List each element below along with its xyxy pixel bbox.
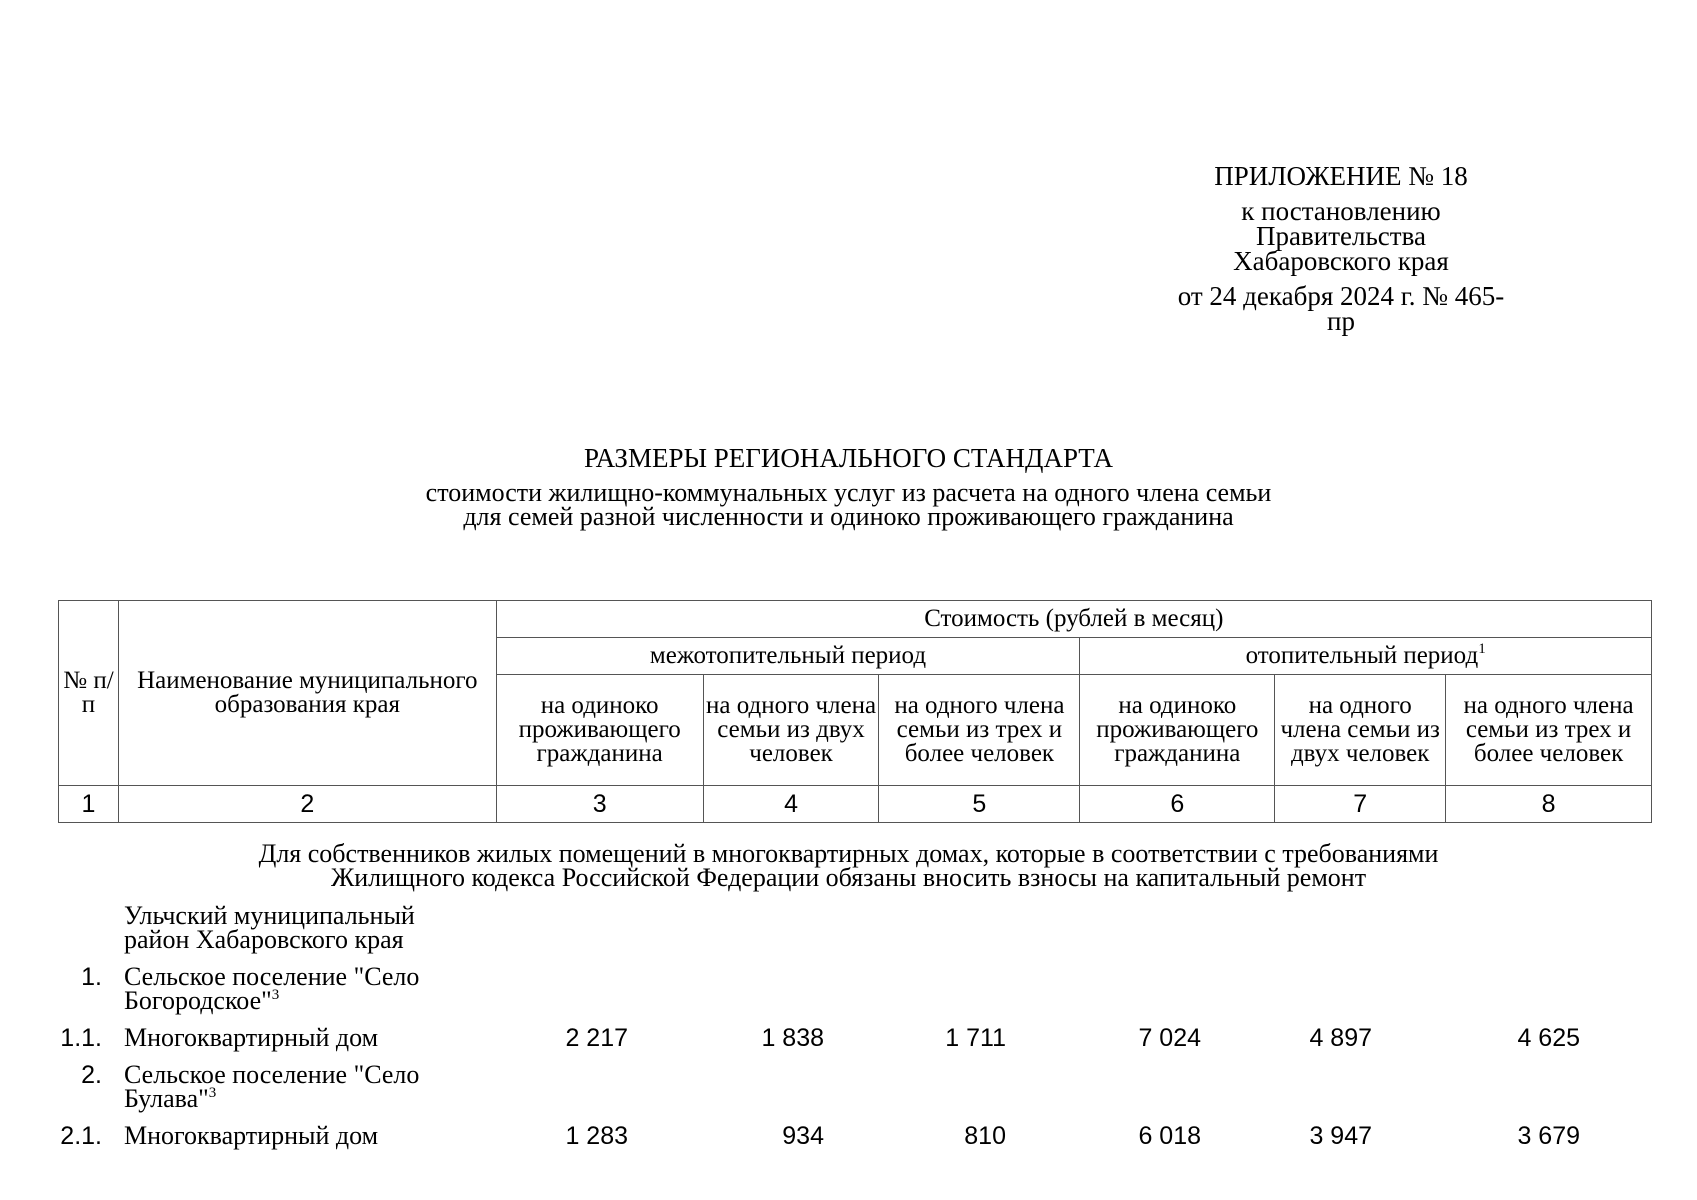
district-line-1: Ульчский муниципальный bbox=[124, 901, 415, 930]
row-name bbox=[124, 962, 504, 1015]
value-three-non-heating: 810 bbox=[964, 1122, 1006, 1150]
value-three-heating: 4 625 bbox=[1517, 1024, 1580, 1052]
row-name-line-1: Сельское поселение "Село bbox=[124, 1060, 420, 1089]
header-two-heating: на одного члена семьи из двух человек bbox=[1275, 675, 1446, 786]
row-name-line-2 bbox=[124, 986, 504, 1015]
row-footnote: 3 bbox=[208, 1085, 217, 1101]
row-name-line-2-text: Булава" bbox=[124, 1084, 209, 1113]
appendix-block bbox=[1170, 161, 1512, 336]
section-heading bbox=[0, 839, 1697, 892]
appendix-line-1: к постановлению bbox=[1241, 196, 1441, 226]
heating-footnote: 1 bbox=[1478, 641, 1486, 657]
header-three-heating: на одного члена семьи из трех и более человек bbox=[1446, 675, 1652, 786]
document-title: РАЗМЕРЫ РЕГИОНАЛЬНОГО СТАНДАРТА bbox=[584, 443, 1113, 473]
document-subtitle-2: для семей разной численности и одиноко проживающего гражданина bbox=[463, 502, 1234, 531]
value-two-non-heating: 934 bbox=[782, 1122, 824, 1150]
header-two-non-heating: на одного члена семьи из двух человек bbox=[703, 675, 879, 786]
value-single-heating: 6 018 bbox=[1138, 1122, 1201, 1150]
row-name: Многоквартирный дом bbox=[124, 1121, 379, 1150]
document-subtitle-1: стоимости жилищно-коммунальных услуг из расчета на одного члена семьи bbox=[425, 478, 1272, 507]
document-heading bbox=[0, 443, 1697, 529]
value-two-heating: 4 897 bbox=[1309, 1024, 1372, 1052]
value-three-non-heating: 1 711 bbox=[945, 1024, 1006, 1052]
header-name-col: Наименование муниципального образования края bbox=[118, 601, 496, 786]
header-num-col: № п/п bbox=[59, 601, 119, 786]
col-number: 4 bbox=[703, 786, 879, 823]
value-single-non-heating: 1 283 bbox=[565, 1122, 628, 1150]
header-single-non-heating: на одиноко проживающего гражданина bbox=[496, 675, 703, 786]
row-number: 1. bbox=[81, 963, 102, 991]
col-number: 1 bbox=[59, 786, 119, 823]
row-name bbox=[124, 1060, 504, 1113]
row-name-line-2 bbox=[124, 1084, 504, 1113]
value-two-non-heating: 1 838 bbox=[761, 1024, 824, 1052]
value-single-heating: 7 024 bbox=[1138, 1024, 1201, 1052]
section-line-2: Жилищного кодекса Российской Федерации обязаны вносить взносы на капитальный ремонт bbox=[330, 863, 1367, 892]
header-three-non-heating: на одного члена семьи из трех и более человек bbox=[879, 675, 1080, 786]
col-number: 7 bbox=[1275, 786, 1446, 823]
row-name-line-1: Сельское поселение "Село bbox=[124, 962, 420, 991]
value-single-non-heating: 2 217 bbox=[565, 1024, 628, 1052]
col-number: 2 bbox=[118, 786, 496, 823]
appendix-date: от 24 декабря 2024 г. № 465-пр bbox=[1177, 281, 1505, 336]
appendix-line-3: Хабаровского края bbox=[1233, 246, 1449, 276]
row-footnote: 3 bbox=[271, 987, 280, 1003]
header-heating bbox=[1080, 638, 1652, 675]
appendix-line-2: Правительства bbox=[1256, 221, 1426, 251]
header-non-heating: межотопительный период bbox=[496, 638, 1080, 675]
row-name: Многоквартирный дом bbox=[124, 1023, 379, 1052]
appendix-title: ПРИЛОЖЕНИЕ № 18 bbox=[1214, 161, 1468, 191]
col-number: 6 bbox=[1080, 786, 1275, 823]
header-single-heating: на одиноко проживающего гражданина bbox=[1080, 675, 1275, 786]
row-number: 2.1. bbox=[60, 1122, 102, 1150]
table-header bbox=[58, 600, 1652, 823]
district-name bbox=[124, 901, 504, 954]
row-number: 1.1. bbox=[60, 1024, 102, 1052]
col-number: 3 bbox=[496, 786, 703, 823]
district-line-2: район Хабаровского края bbox=[124, 925, 404, 954]
section-line-1: Для собственников жилых помещений в многоквартирных домах, которые в соответствии с требованиями bbox=[258, 839, 1439, 868]
row-name-line-2-text: Богородское" bbox=[124, 986, 272, 1015]
value-three-heating: 3 679 bbox=[1517, 1122, 1580, 1150]
row-number: 2. bbox=[81, 1061, 102, 1089]
col-number: 5 bbox=[879, 786, 1080, 823]
header-heating-text: отопительный период bbox=[1245, 642, 1479, 669]
value-two-heating: 3 947 bbox=[1309, 1122, 1372, 1150]
header-cost: Стоимость (рублей в месяц) bbox=[496, 601, 1651, 638]
col-number: 8 bbox=[1446, 786, 1652, 823]
